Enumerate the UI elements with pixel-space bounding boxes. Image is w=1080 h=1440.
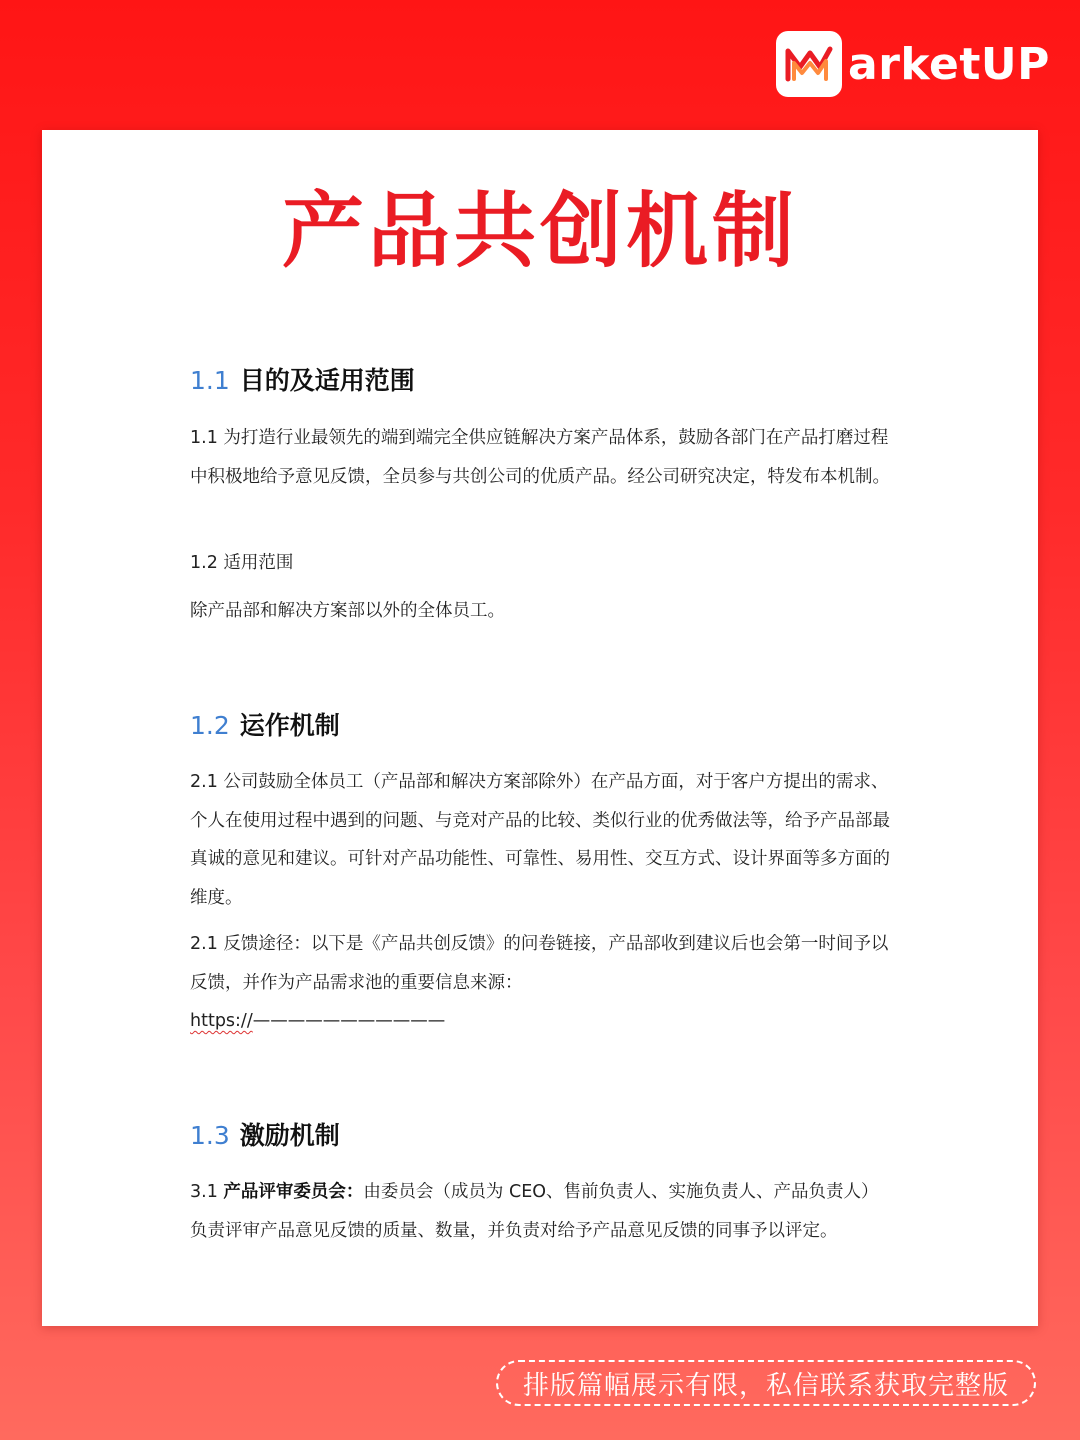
section-number: 1.2 [190, 711, 230, 740]
section-title: 激励机制 [239, 1121, 340, 1150]
paragraph-scope-label: 1.2 适用范围 [190, 553, 294, 573]
paragraph-scope: 除产品部和解决方案部以外的全体员工。 [190, 601, 505, 621]
section-number: 1.3 [190, 1121, 230, 1150]
document-page [42, 130, 1038, 1326]
link-protocol: https:// [190, 1011, 253, 1031]
brand-logo [776, 30, 1050, 98]
paragraph-feedback-channel: 2.1 反馈途径：以下是《产品共创反馈》的问卷链接，产品部收到建议后也会第一时间予以反馈，并作为产品需求池的重要信息来源： [190, 934, 889, 993]
committee-label: 产品评审委员会： [223, 1182, 364, 1202]
paragraph-rest: 由委员会（成员为 CEO、售前负责人、实施负责人、产品负责人）负责评审产品意见反馈的质量、数量，并负责对给予产品意见反馈的同事予以评定。 [190, 1182, 879, 1241]
m-logo-icon [784, 43, 834, 85]
section-title: 目的及适用范围 [239, 366, 415, 395]
paragraph-purpose: 1.1 为打造行业最领先的端到端完全供应链解决方案产品体系，鼓励各部门在产品打磨过程中积极地给予意见反馈，全员参与共创公司的优质产品。经公司研究决定，特发布本机制。 [190, 428, 890, 487]
section-heading-2 [190, 709, 340, 743]
cta-banner[interactable] [496, 1360, 1036, 1406]
section-number: 1.1 [190, 366, 230, 395]
brand-name: arketUP [848, 38, 1050, 90]
section-title: 运作机制 [239, 711, 340, 740]
link-blank: ——————————— [252, 1011, 446, 1031]
brand-m-icon [776, 31, 842, 97]
feedback-link[interactable] [190, 1002, 445, 1040]
cta-text: 排版篇幅展示有限，私信联系获取完整版 [522, 1370, 1009, 1401]
section-heading-1 [190, 364, 415, 398]
section-heading-3 [190, 1119, 340, 1153]
document-title: 产品共创机制 [281, 184, 798, 279]
paragraph-incentive [190, 1173, 890, 1250]
paragraph-lead: 3.1 [190, 1182, 224, 1202]
paragraph-operation: 2.1 公司鼓励全体员工（产品部和解决方案部除外）在产品方面，对于客户方提出的需求、个人在使用过程中遇到的问题、与竞对产品的比较、类似行业的优秀做法等，给予产品部最真诚的意见和建议。可针对产品功能性、可靠性、易用性、交互方式、设计界面等多方面的维度。 [190, 772, 890, 908]
